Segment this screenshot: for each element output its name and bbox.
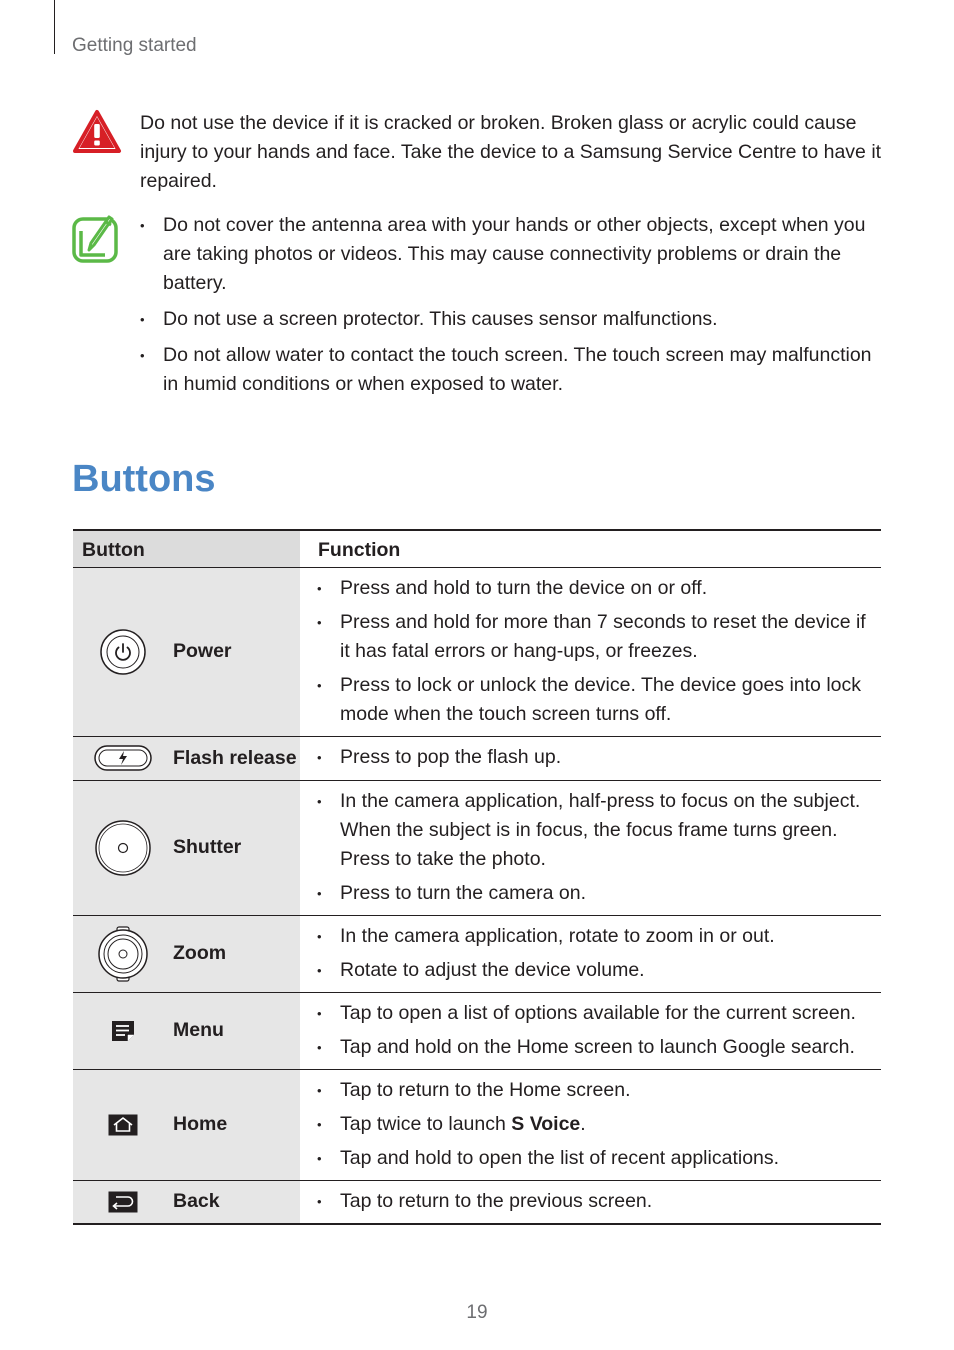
column-header-button: Button	[73, 530, 300, 567]
button-name: Zoom	[173, 942, 227, 964]
margin-rule	[54, 0, 55, 54]
button-name: Back	[173, 1190, 220, 1212]
note-item: • Do not use a screen protector. This causes sensor malfunctions.	[140, 305, 882, 334]
table-row	[73, 736, 881, 780]
note-item: • Do not cover the antenna area with your hands or other objects, except when you are taking photos or videos. This may cause connectivity problems or drain the battery.	[140, 211, 882, 298]
warning-notice	[72, 109, 882, 196]
function-item: • Tap and hold on the Home screen to launch Google search.	[317, 1033, 871, 1062]
note-icon	[72, 215, 120, 263]
s-voice-label: S Voice	[511, 1112, 581, 1135]
shutter-icon	[94, 819, 152, 877]
button-name: Power	[173, 640, 232, 662]
function-item	[317, 1110, 871, 1139]
table-row	[73, 567, 881, 736]
table-row	[73, 780, 881, 915]
function-item: • In the camera application, rotate to zoom in or out.	[317, 922, 871, 951]
warning-icon	[72, 109, 122, 155]
function-item: • Tap to return to the previous screen.	[317, 1187, 871, 1216]
function-item: • Press and hold for more than 7 seconds to reset the device if it has fatal errors or hang-ups, or freezes.	[317, 608, 871, 666]
column-header-function: Function	[300, 530, 881, 567]
function-item: • Rotate to adjust the device volume.	[317, 956, 871, 985]
flash-icon	[94, 745, 152, 771]
function-item: • In the camera application, half-press to focus on the subject. When the subject is in focus, the focus frame turns green. Press to take the photo.	[317, 787, 871, 874]
table-row	[73, 1069, 881, 1180]
function-item: • Press to lock or unlock the device. The device goes into lock mode when the touch screen turns off.	[317, 671, 871, 729]
home-icon	[108, 1114, 138, 1136]
menu-icon	[111, 1020, 135, 1042]
button-name: Home	[173, 1113, 228, 1135]
note-list	[140, 211, 882, 406]
button-name: Shutter	[173, 836, 242, 858]
note-notice	[72, 211, 882, 406]
button-name: Flash release	[173, 746, 297, 769]
table-header-row	[73, 530, 881, 567]
function-item: • Tap and hold to open the list of recent applications.	[317, 1144, 871, 1173]
function-text: Tap twice to launch	[340, 1112, 512, 1135]
function-item: • Tap to return to the Home screen.	[317, 1076, 871, 1105]
page-number: 19	[466, 1302, 488, 1323]
function-item: • Press to pop the flash up.	[317, 743, 871, 772]
table-row	[73, 992, 881, 1069]
section-title: Buttons	[72, 458, 216, 500]
function-item: • Press and hold to turn the device on or off.	[317, 574, 871, 603]
running-head: Getting started	[72, 35, 197, 56]
warning-text: Do not use the device if it is cracked or broken. Broken glass or acrylic could cause injury to your hands and face. Take the device to a Samsung Service Centre to have it repaired.	[140, 112, 882, 192]
function-item: • Press to turn the camera on.	[317, 879, 871, 908]
table-row	[73, 915, 881, 992]
power-icon	[99, 628, 147, 676]
note-item: • Do not allow water to contact the touch screen. The touch screen may malfunction in humid conditions or when exposed to water.	[140, 341, 882, 399]
back-icon	[108, 1191, 138, 1213]
function-text: .	[580, 1112, 586, 1135]
table-row	[73, 1180, 881, 1224]
buttons-table	[73, 529, 881, 1225]
function-item: • Tap to open a list of options available for the current screen.	[317, 999, 871, 1028]
button-name: Menu	[173, 1019, 224, 1041]
zoom-ring-icon	[95, 926, 151, 982]
